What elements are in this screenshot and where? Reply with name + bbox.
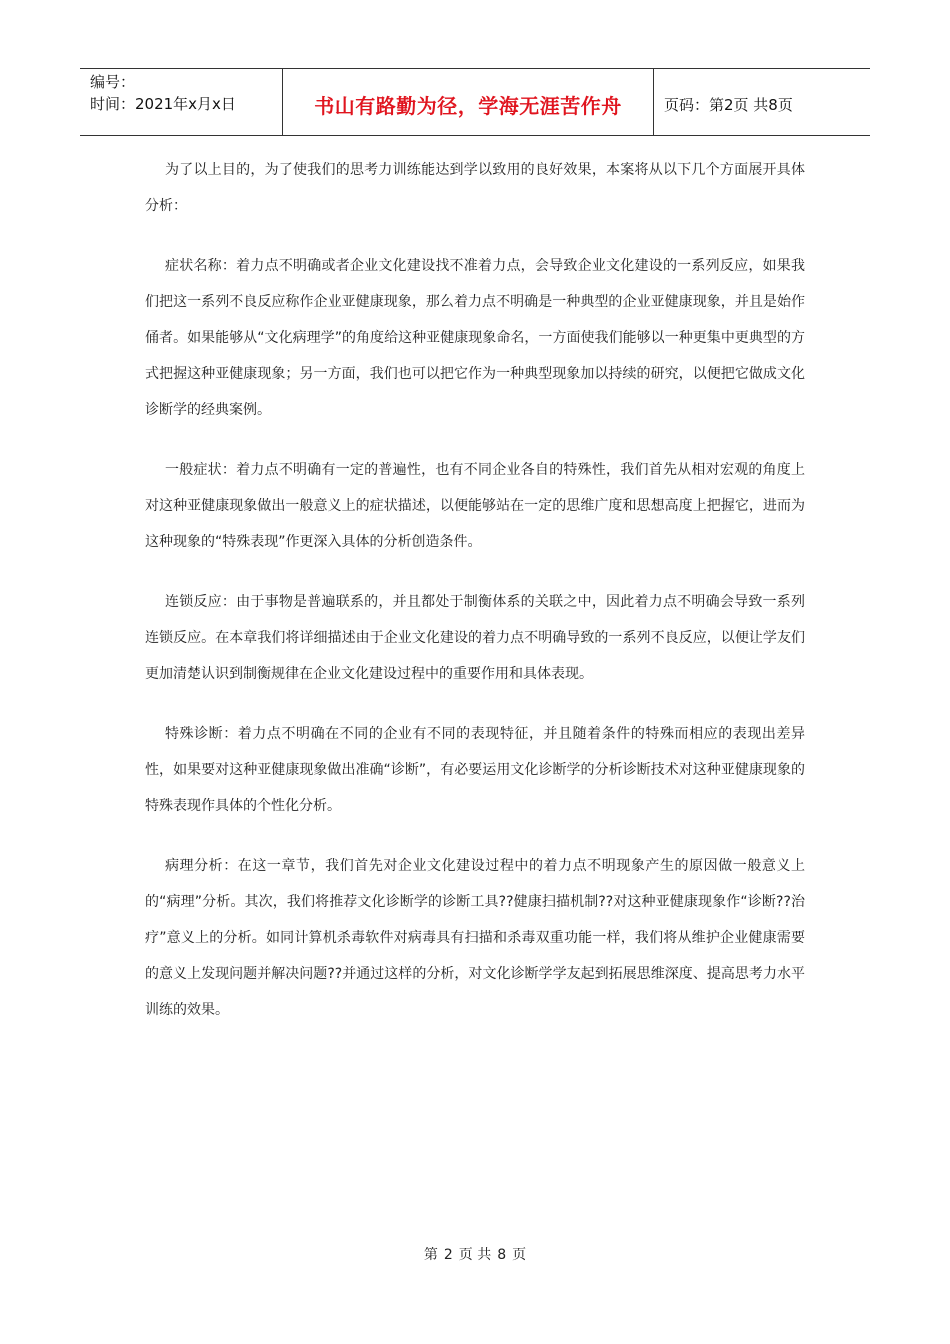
time-line: 时间：2021年x月x日 [90, 95, 236, 113]
paragraph-general-symptoms: 一般症状：着力点不明确有一定的普遍性，也有不同企业各自的特殊性，我们首先从相对宏观的角度上对这种亚健康现象做出一般意义上的症状描述，以便能够站在一定的思维广度和思想高度上把握它，进而为这种现象的“特殊表现”作更深入具体的分析创造条件。 [145, 462, 805, 550]
document-body [145, 152, 805, 1052]
footer-page-mid: 页 共 [458, 1247, 492, 1263]
paragraph-chain-reaction: 连锁反应：由于事物是普遍联系的，并且都处于制衡体系的关联之中，因此着力点不明确会导致一系列连锁反应。在本章我们将详细描述由于企业文化建设的着力点不明确导致的一系列不良反应，以便让学友们更加清楚认识到制衡规律在企业文化建设过程中的重要作用和具体表现。 [145, 594, 805, 682]
document-header [80, 68, 870, 136]
paragraph-intro: 为了以上目的，为了使我们的思考力训练能达到学以致用的良好效果，本案将从以下几个方面展开具体分析： [145, 162, 805, 214]
header-motto: 书山有路勤为径，学海无涯苦作舟 [283, 69, 654, 135]
footer-page-total: 8 [497, 1247, 507, 1263]
paragraph-special-diagnosis: 特殊诊断：着力点不明确在不同的企业有不同的表现特征，并且随着条件的特殊而相应的表现出差异性，如果要对这种亚健康现象做出准确“诊断”，有必要运用文化诊断学的分析诊断技术对这种亚健康现象的特殊表现作具体的个性化分析。 [145, 726, 805, 814]
paragraph-symptom-name: 症状名称：着力点不明确或者企业文化建设找不准着力点，会导致企业文化建设的一系列反应，如果我们把这一系列不良反应称作企业亚健康现象，那么着力点不明确是一种典型的企业亚健康现象，并且是始作俑者。如果能够从“文化病理学”的角度给这种亚健康现象命名，一方面使我们能够以一种更集中更典型的方式把握这种亚健康现象；另一方面，我们也可以把它作为一种典型现象加以持续的研究，以便把它做成文化诊断学的经典案例。 [145, 258, 805, 418]
header-page-info: 页码：第2页 共8页 [664, 95, 793, 114]
page-footer [0, 1244, 950, 1264]
header-meta-cell [80, 69, 283, 135]
footer-page-number: 2 [443, 1247, 453, 1263]
code-label: 编号： [90, 73, 136, 91]
paragraph-pathology-analysis: 病理分析：在这一章节，我们首先对企业文化建设过程中的着力点不明现象产生的原因做一般意义上的“病理”分析。其次，我们将推荐文化诊断学的诊断工具??健康扫描机制??对这种亚健康现象作“诊断??治疗”意义上的分析。如同计算机杀毒软件对病毒具有扫描和杀毒双重功能一样，我们将从维护企业健康需要的意义上发现问题并解决问题??并通过这样的分析，对文化诊断学学友起到拓展思维深度、提高思考力水平训练的效果。 [145, 858, 805, 1018]
footer-page-suffix: 页 [512, 1247, 527, 1263]
footer-page-prefix: 第 [423, 1247, 438, 1263]
